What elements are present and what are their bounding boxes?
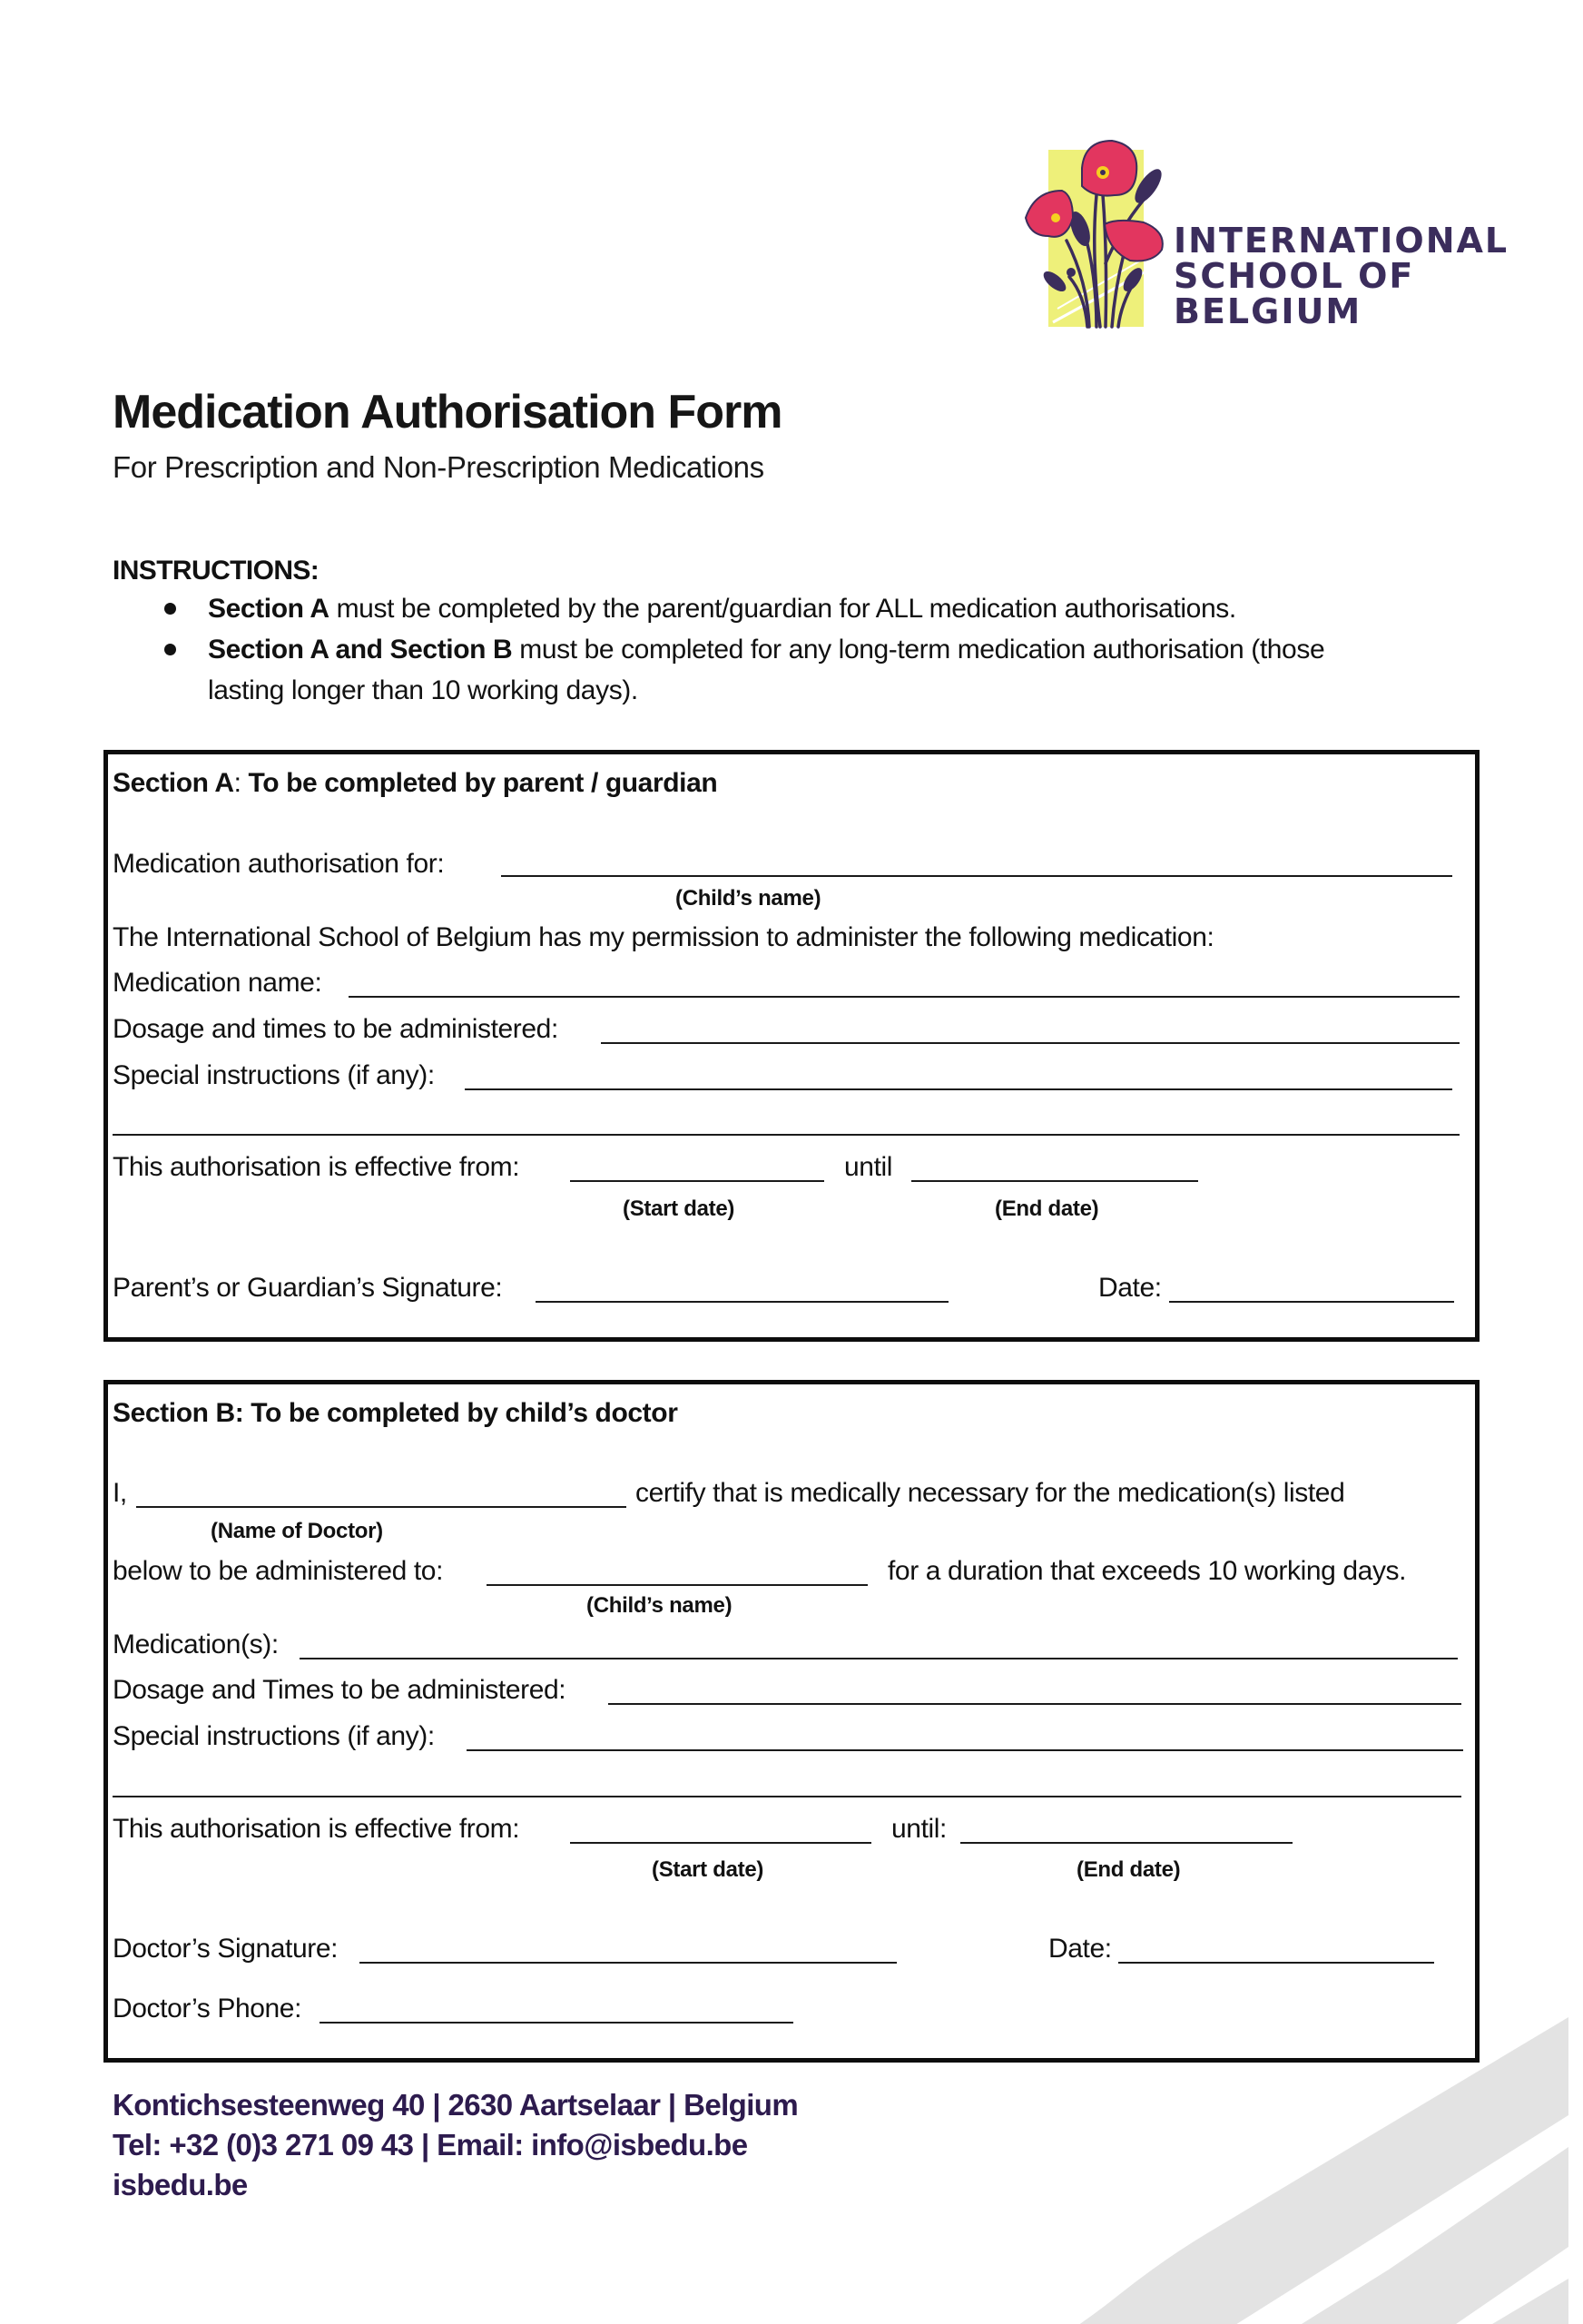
effective-from-label-b: This authorisation is effective from:: [113, 1814, 520, 1844]
special-instructions-field-b[interactable]: [467, 1749, 1463, 1751]
child-name-caption-b: (Child’s name): [586, 1593, 733, 1618]
start-date-field[interactable]: [570, 1180, 824, 1182]
poppy-flowers-icon: [1017, 127, 1198, 336]
until-label-b: until:: [891, 1814, 947, 1844]
logo-line-3: BELGIUM: [1174, 291, 1362, 331]
end-date-caption-b: (End date): [1077, 1857, 1181, 1882]
parent-signature-label: Parent’s or Guardian’s Signature:: [113, 1273, 503, 1303]
section-a-heading: Section A: To be completed by parent / guardian: [113, 768, 718, 798]
doctor-signature-label: Doctor’s Signature:: [113, 1934, 339, 1964]
section-a-box: [103, 750, 1480, 1342]
special-instructions-field-2[interactable]: [113, 1134, 1460, 1136]
page-subtitle: For Prescription and Non-Prescription Medications: [113, 450, 764, 484]
section-b-heading: Section B: To be completed by child’s doctor: [113, 1398, 678, 1428]
until-label: until: [844, 1152, 893, 1182]
doctor-name-caption: (Name of Doctor): [211, 1519, 383, 1543]
special-instructions-field[interactable]: [465, 1088, 1452, 1090]
doctor-name-field[interactable]: [136, 1506, 626, 1508]
child-name-field-b[interactable]: [487, 1584, 868, 1586]
dosage-label: Dosage and times to be administered:: [113, 1014, 558, 1044]
permission-text: The International School of Belgium has my permission to administer the following medication:: [113, 922, 1214, 952]
instruction-item-1: Section A must be completed by the parent/guardian for ALL medication authorisations.: [208, 594, 1236, 624]
child-name-field[interactable]: [501, 875, 1452, 877]
dosage-field-b[interactable]: [608, 1703, 1461, 1705]
logo-line-1: INTERNATIONAL: [1174, 221, 1509, 261]
start-date-field-b[interactable]: [570, 1842, 871, 1844]
parent-date-label: Date:: [1098, 1273, 1162, 1303]
duration-text: for a duration that exceeds 10 working days.: [888, 1556, 1407, 1586]
dosage-label-b: Dosage and Times to be administered:: [113, 1675, 566, 1705]
start-date-caption: (Start date): [623, 1196, 735, 1221]
doctor-signature-field[interactable]: [359, 1962, 897, 1964]
instructions-heading: INSTRUCTIONS:: [113, 556, 320, 586]
administered-to-label: below to be administered to:: [113, 1556, 444, 1586]
section-a-heading-rest: To be completed by parent / guardian: [241, 768, 718, 798]
certify-text: certify that is medically necessary for the medication(s) listed: [635, 1478, 1345, 1508]
instruction-item-2-continuation: lasting longer than 10 working days).: [208, 675, 638, 705]
end-date-field[interactable]: [911, 1180, 1198, 1182]
effective-from-label: This authorisation is effective from:: [113, 1152, 520, 1182]
logo-line-2: SCHOOL OF: [1174, 256, 1415, 296]
doctor-phone-label: Doctor’s Phone:: [113, 1994, 302, 2024]
special-instructions-field-b-2[interactable]: [113, 1796, 1461, 1797]
medications-label: Medication(s):: [113, 1630, 279, 1659]
dosage-field[interactable]: [601, 1042, 1460, 1044]
doctor-date-label: Date:: [1048, 1934, 1112, 1964]
medications-field[interactable]: [300, 1658, 1458, 1659]
footer-contact: Tel: +32 (0)3 271 09 43 | Email: info@isbedu.be: [113, 2128, 748, 2162]
parent-date-field[interactable]: [1169, 1301, 1454, 1303]
doctor-phone-field[interactable]: [320, 2022, 793, 2024]
medication-name-label: Medication name:: [113, 968, 322, 998]
doctor-date-field[interactable]: [1118, 1962, 1434, 1964]
footer-address: Kontichsesteenweg 40 | 2630 Aartselaar | Belgium: [113, 2088, 799, 2122]
end-date-field-b[interactable]: [960, 1842, 1293, 1844]
end-date-caption: (End date): [995, 1196, 1099, 1221]
special-instructions-label: Special instructions (if any):: [113, 1060, 435, 1090]
start-date-caption-b: (Start date): [652, 1857, 764, 1882]
medication-name-field[interactable]: [349, 996, 1460, 998]
footer-website-link[interactable]: isbedu.be: [113, 2168, 248, 2201]
special-instructions-label-b: Special instructions (if any):: [113, 1721, 435, 1751]
parent-signature-field[interactable]: [536, 1301, 949, 1303]
auth-for-label: Medication authorisation for:: [113, 849, 445, 879]
bullet-icon: [164, 644, 176, 655]
bullet-icon: [164, 603, 176, 615]
instruction-item-2: Section A and Section B must be completed for any long-term medication authorisation (those: [208, 635, 1325, 665]
i-label: I,: [113, 1478, 127, 1508]
school-name-wordmark: [1174, 223, 1509, 330]
page-title: Medication Authorisation Form: [113, 386, 782, 438]
child-name-caption: (Child’s name): [675, 886, 821, 911]
